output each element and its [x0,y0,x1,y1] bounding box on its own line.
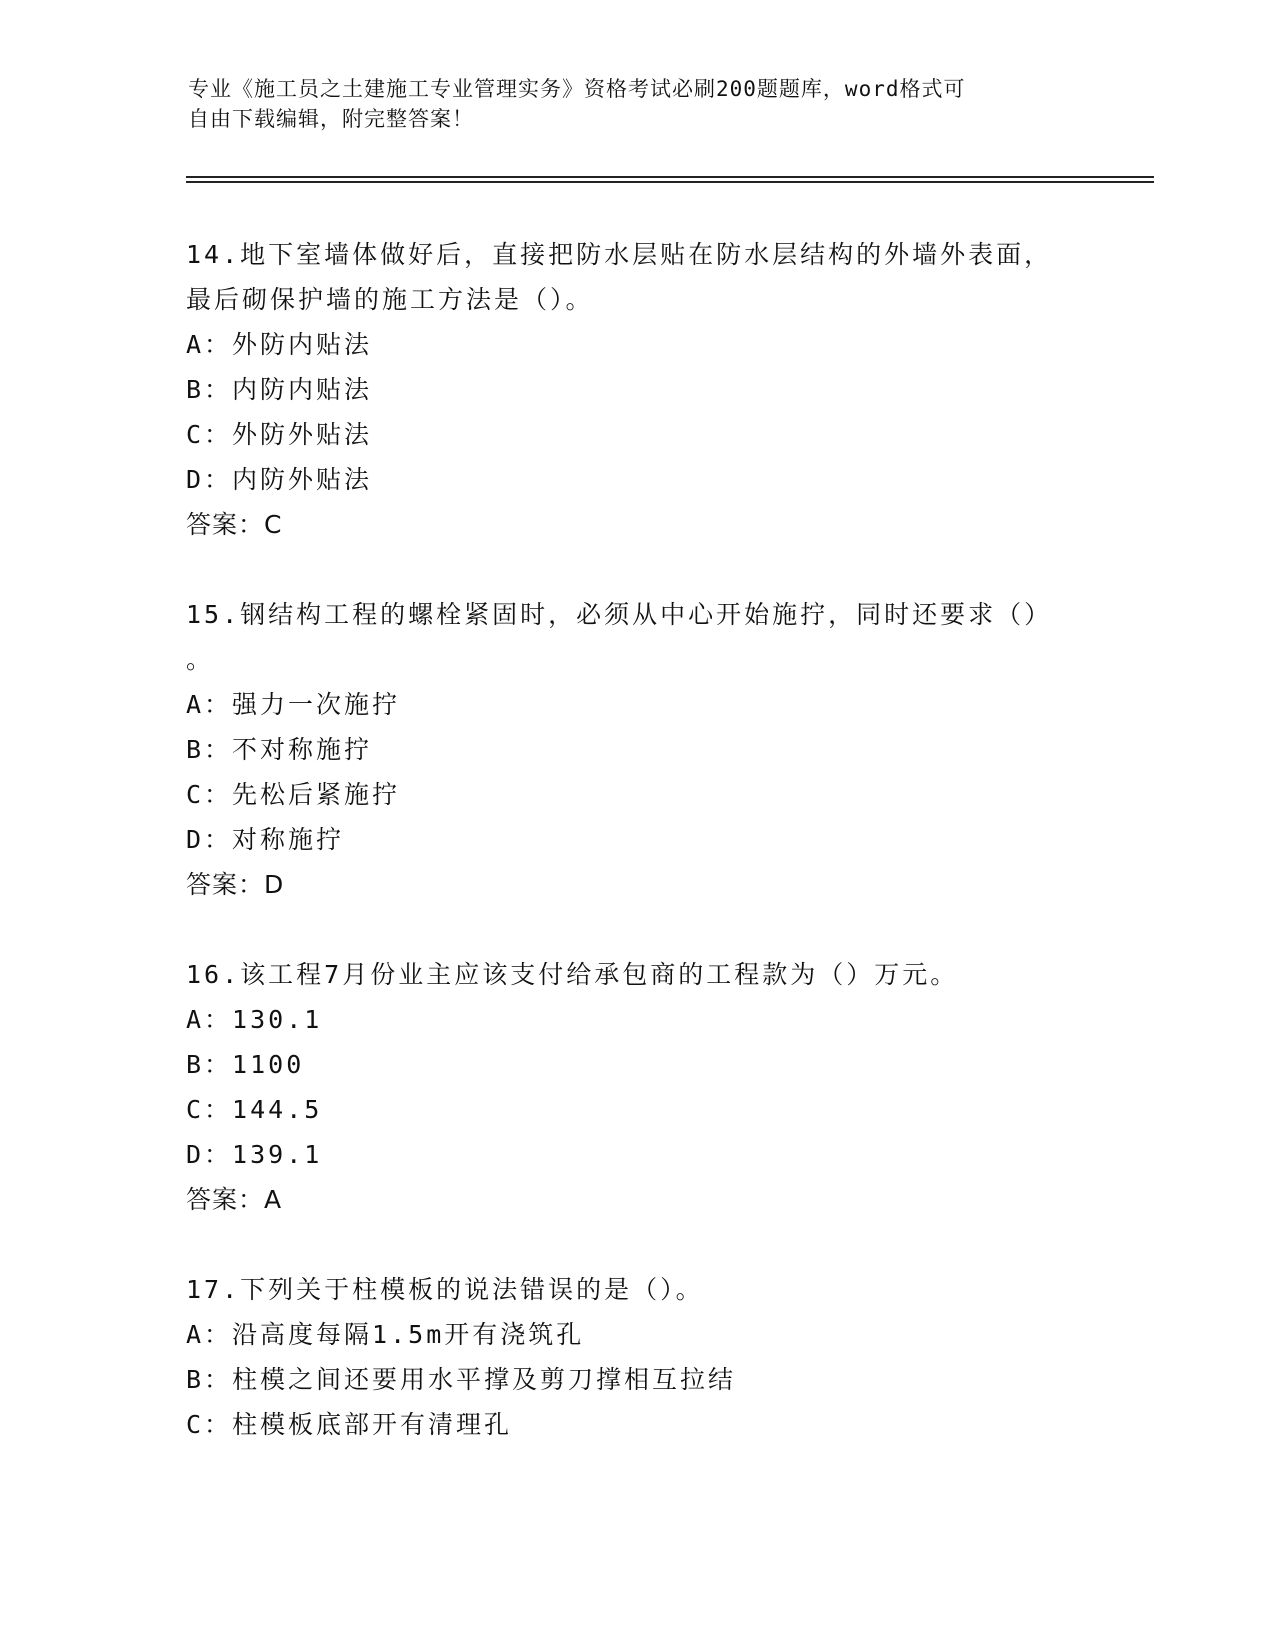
answer: 答案：A [186,1185,283,1214]
header-divider-bottom [186,181,1154,183]
option-a: A：强力一次施拧 [186,690,401,719]
question-stem: 17.下列关于柱模板的说法错误的是（）。 [186,1275,704,1304]
option-b: B：1100 [186,1050,305,1079]
option-c: C：外防外贴法 [186,420,373,449]
header-line-1: 专业《施工员之土建施工专业管理实务》资格考试必刷200题题库，word格式可 [188,77,966,101]
question-stem: 。 [186,645,215,674]
option-a: A：沿高度每隔1.5m开有浇筑孔 [186,1320,585,1349]
option-c: C：柱模板底部开有清理孔 [186,1410,513,1439]
option-a: A：130.1 [186,1005,323,1034]
question-stem: 16.该工程7月份业主应该支付给承包商的工程款为（）万元。 [186,960,959,989]
answer: 答案：D [186,870,285,899]
option-b: B：内防内贴法 [186,375,373,404]
option-a: A：外防内贴法 [186,330,373,359]
question-stem: 最后砌保护墙的施工方法是（）。 [186,285,594,314]
option-c: C：144.5 [186,1095,323,1124]
question-stem: 15.钢结构工程的螺栓紧固时，必须从中心开始施拧，同时还要求（） [186,600,1053,629]
option-b: B：不对称施拧 [186,735,373,764]
answer: 答案：C [186,510,283,539]
question-stem: 14.地下室墙体做好后，直接把防水层贴在防水层结构的外墙外表面， [186,240,1053,269]
option-d: D：139.1 [186,1140,323,1169]
option-b: B：柱模之间还要用水平撑及剪刀撑相互拉结 [186,1365,737,1394]
option-c: C：先松后紧施拧 [186,780,401,809]
option-d: D：内防外贴法 [186,465,373,494]
option-d: D：对称施拧 [186,825,345,854]
header-line-2: 自由下载编辑，附完整答案！ [188,107,474,131]
header-divider-top [186,176,1154,178]
